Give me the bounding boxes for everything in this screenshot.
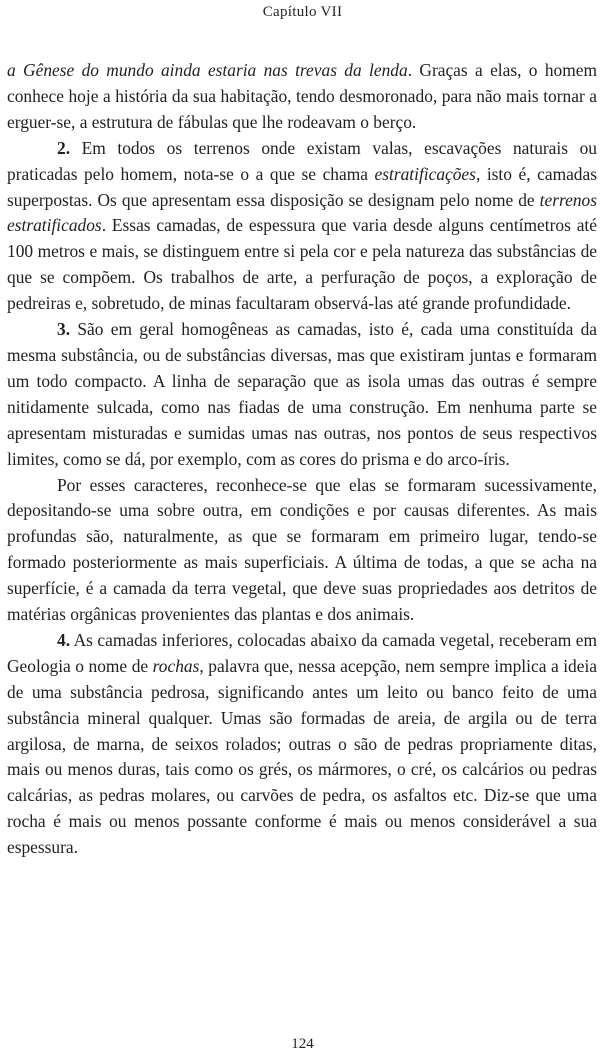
text-run: , isto é, camadas superpostas. Os que apresentam essa disposição se designam pelo nome de bbox=[7, 163, 597, 210]
running-header: Capítulo VII bbox=[262, 4, 343, 20]
section-number: 4. bbox=[57, 629, 71, 650]
italic-term: a Gênese do mundo ainda estaria nas trevas da lenda bbox=[7, 60, 408, 80]
italic-term: terrenos estratificados bbox=[7, 189, 597, 236]
paragraph bbox=[7, 473, 597, 628]
paragraph bbox=[7, 136, 597, 317]
text-run: . Essas camadas, de espessura que varia desde alguns centímetros até 100 metros e mais, se distinguem entre si pela cor e pela natureza das substâncias de que se compõem. Os trabalhos de arte, a perfuração de poços, a exploração de pedreiras e, sobretudo, de minas facultaram observá-las até grande profundidade. bbox=[7, 215, 597, 314]
paragraph bbox=[7, 317, 597, 472]
italic-term: estratificações bbox=[374, 163, 476, 184]
text-run: Por esses caracteres, reconhece-se que elas se formaram sucessivamente, depositando-se uma sobre outra, em condições e por causas diferentes. As mais profundas são, naturalmente, as que se formaram em primeiro lugar, tendo-se formado posteriormente as mais superficiais. A última de todas, a que se acha na superfície, é a camada da terra vegetal, que deve suas propriedades aos detritos de matérias orgânicas provenientes das plantas e dos animais. bbox=[7, 474, 597, 625]
text-run: Em todos os terrenos onde existam valas, escavações naturais ou praticadas pelo homem, nota-se o a que se chama bbox=[7, 137, 597, 184]
italic-term: rochas bbox=[152, 655, 200, 676]
text-run: . Graças a elas, o homem conhece hoje a história da sua habitação, tendo desmoronado, para não mais tornar a erguer-se, a estrutura de fábulas que lhe rodeavam o berço. bbox=[7, 60, 597, 132]
page-number: 124 bbox=[291, 1036, 314, 1052]
body-text bbox=[7, 58, 597, 861]
text-run: , palavra que, nessa acepção, nem sempre implica a ideia de uma substância pedrosa, significando antes um leito ou banco feito de uma substância mineral qualquer. Umas são formadas de areia, de argila ou de terra argilosa, de marna, de seixos rolados; outras o são de pedras propriamente ditas, mais ou menos duras, tais como os grés, os mármores, o cré, os calcários ou pedras calcárias, as pedras molares, ou carvões de pedra, os asfaltos etc. Diz-se que uma rocha é mais ou menos possante conforme é mais ou menos considerável a sua espessura. bbox=[7, 655, 598, 858]
text-run: São em geral homogêneas as camadas, isto é, cada uma constituída da mesma substância, ou de substâncias diversas, mas que existiram juntas e formaram um todo compacto. A linha de separação que as isola umas das outras é sempre nitidamente sulcada, como nas fiadas de uma construção. Em nenhuma parte se apresentam misturadas e sumidas umas nas outras, nos pontos de seus respectivos limites, como se dá, por exemplo, com as cores do prisma e do arco-íris. bbox=[7, 319, 597, 469]
section-number: 2. bbox=[57, 137, 71, 158]
paragraph bbox=[7, 58, 597, 136]
paragraph bbox=[7, 628, 597, 861]
text-run: As camadas inferiores, colocadas abaixo da camada vegetal, receberam em Geologia o nome de bbox=[7, 629, 597, 676]
section-number: 3. bbox=[57, 319, 71, 340]
